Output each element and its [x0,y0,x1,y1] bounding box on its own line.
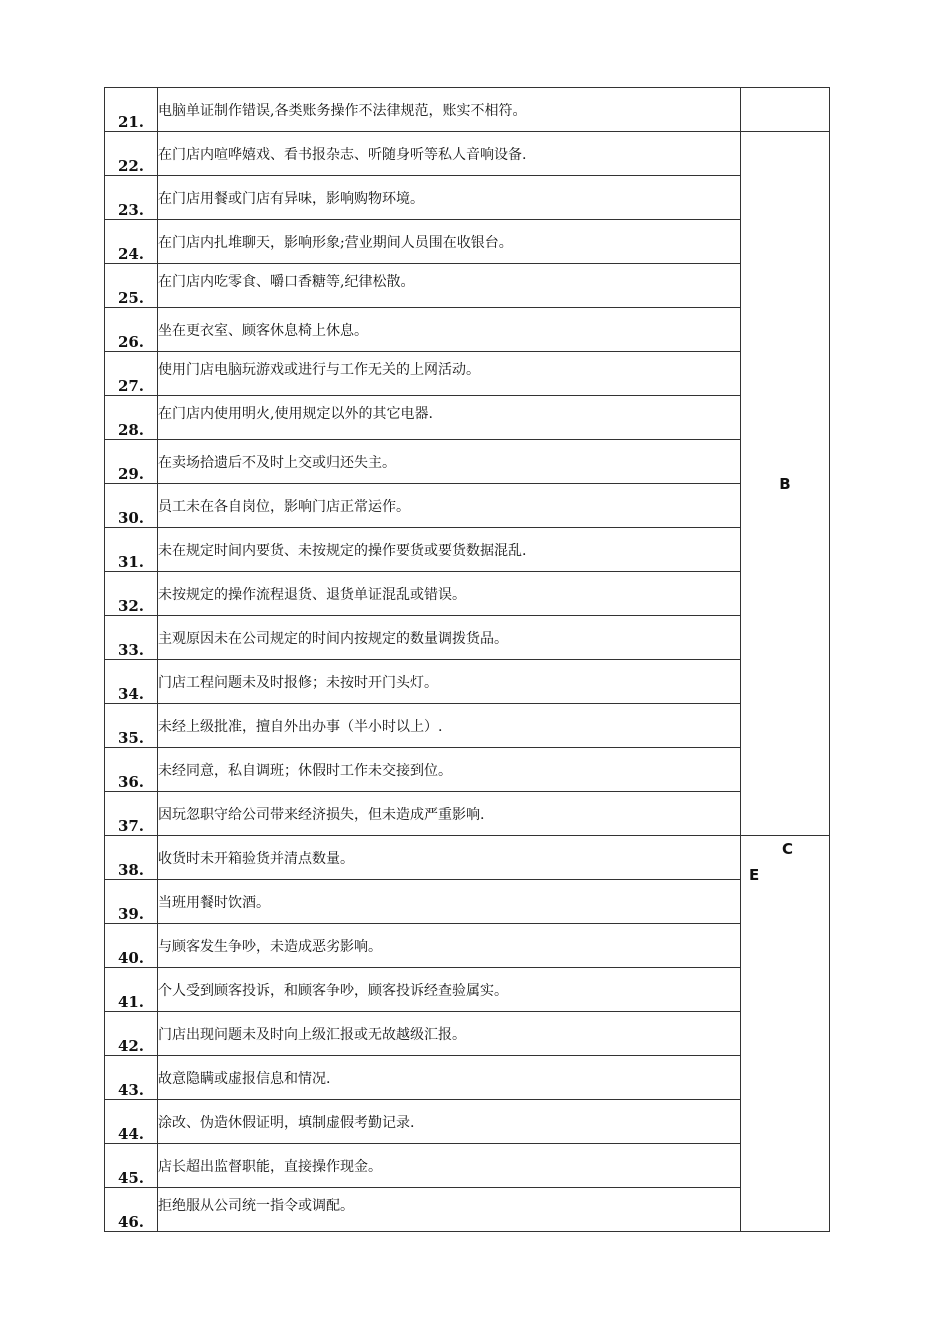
table-row [105,1188,830,1232]
rule-number: 36. [105,748,158,792]
rule-text: 未经同意，私自调班；休假时工作未交接到位。 [158,748,741,792]
rule-number: 37. [105,792,158,836]
grade-mark-c: C [782,840,794,858]
table-row [105,704,830,748]
rules-sheet [104,87,829,1264]
rules-table [104,87,830,1232]
table-row [105,528,830,572]
rule-text: 门店工程问题未及时报修；未按时开门头灯。 [158,660,741,704]
rule-text: 在门店内喧哗嬉戏、看书报杂志、听随身听等私人音响设备. [158,132,741,176]
rule-number: 35. [105,704,158,748]
grade-cell-ce [741,836,830,1232]
rule-text: 未经上级批准，擅自外出办事（半小时以上）. [158,704,741,748]
rule-number: 23. [105,176,158,220]
rule-number: 27. [105,352,158,396]
rule-text: 涂改、伪造休假证明，填制虚假考勤记录. [158,1100,741,1144]
table-row [105,968,830,1012]
rule-text: 员工未在各自岗位，影响门店正常运作。 [158,484,741,528]
rule-number: 26. [105,308,158,352]
rule-text: 在门店内使用明火,使用规定以外的其它电器. [158,396,741,440]
table-row [105,792,830,836]
table-row [105,880,830,924]
rule-number: 28. [105,396,158,440]
grade-mark-e: E [749,866,760,884]
table-row [105,748,830,792]
rule-number: 21. [105,88,158,132]
rule-text: 在门店内扎堆聊天，影响形象;营业期间人员围在收银台。 [158,220,741,264]
rule-text: 未按规定的操作流程退货、退货单证混乱或错误。 [158,572,741,616]
table-row [105,1144,830,1188]
rule-text: 使用门店电脑玩游戏或进行与工作无关的上网活动。 [158,352,741,396]
rule-text: 在卖场拾遗后不及时上交或归还失主。 [158,440,741,484]
rule-number: 39. [105,880,158,924]
rule-number: 46. [105,1188,158,1232]
table-row [105,264,830,308]
rule-number: 42. [105,1012,158,1056]
rule-number: 44. [105,1100,158,1144]
rule-text: 拒绝服从公司统一指令或调配。 [158,1188,741,1232]
table-row [105,924,830,968]
rule-number: 34. [105,660,158,704]
table-row [105,440,830,484]
table-row [105,352,830,396]
grade-cell-b: B [741,132,830,836]
rule-number: 22. [105,132,158,176]
rule-text: 未在规定时间内要货、未按规定的操作要货或要货数据混乱. [158,528,741,572]
rule-number: 24. [105,220,158,264]
rule-number: 32. [105,572,158,616]
rule-number: 43. [105,1056,158,1100]
table-row [105,176,830,220]
grade-cell-empty [741,88,830,132]
rule-text: 在门店内吃零食、嚼口香糖等,纪律松散。 [158,264,741,308]
rule-number: 30. [105,484,158,528]
rule-text: 收货时未开箱验货并清点数量。 [158,836,741,880]
table-row [105,484,830,528]
rule-number: 25. [105,264,158,308]
rule-text: 与顾客发生争吵，未造成恶劣影响。 [158,924,741,968]
rule-text: 坐在更衣室、顾客休息椅上休息。 [158,308,741,352]
rule-number: 29. [105,440,158,484]
table-row [105,616,830,660]
rule-text: 主观原因未在公司规定的时间内按规定的数量调拨货品。 [158,616,741,660]
table-row [105,660,830,704]
rule-text: 故意隐瞒或虚报信息和情况. [158,1056,741,1100]
rule-number: 40. [105,924,158,968]
rule-number: 31. [105,528,158,572]
table-row [105,1012,830,1056]
rule-text: 门店出现问题未及时向上级汇报或无故越级汇报。 [158,1012,741,1056]
rule-text: 当班用餐时饮酒。 [158,880,741,924]
rule-text: 因玩忽职守给公司带来经济损失，但未造成严重影响. [158,792,741,836]
rule-number: 41. [105,968,158,1012]
table-row [105,220,830,264]
rule-text: 店长超出监督职能，直接操作现金。 [158,1144,741,1188]
table-row [105,1100,830,1144]
rule-text: 在门店用餐或门店有异味，影响购物环境。 [158,176,741,220]
rule-number: 45. [105,1144,158,1188]
table-row [105,396,830,440]
rule-text: 电脑单证制作错误,各类账务操作不法律规范，账实不相符。 [158,88,741,132]
table-row [105,836,830,880]
table-row [105,308,830,352]
rule-number: 38. [105,836,158,880]
table-row [105,88,830,132]
rule-text: 个人受到顾客投诉，和顾客争吵，顾客投诉经查验属实。 [158,968,741,1012]
rule-number: 33. [105,616,158,660]
table-row [105,1056,830,1100]
table-row [105,572,830,616]
table-row [105,132,830,176]
